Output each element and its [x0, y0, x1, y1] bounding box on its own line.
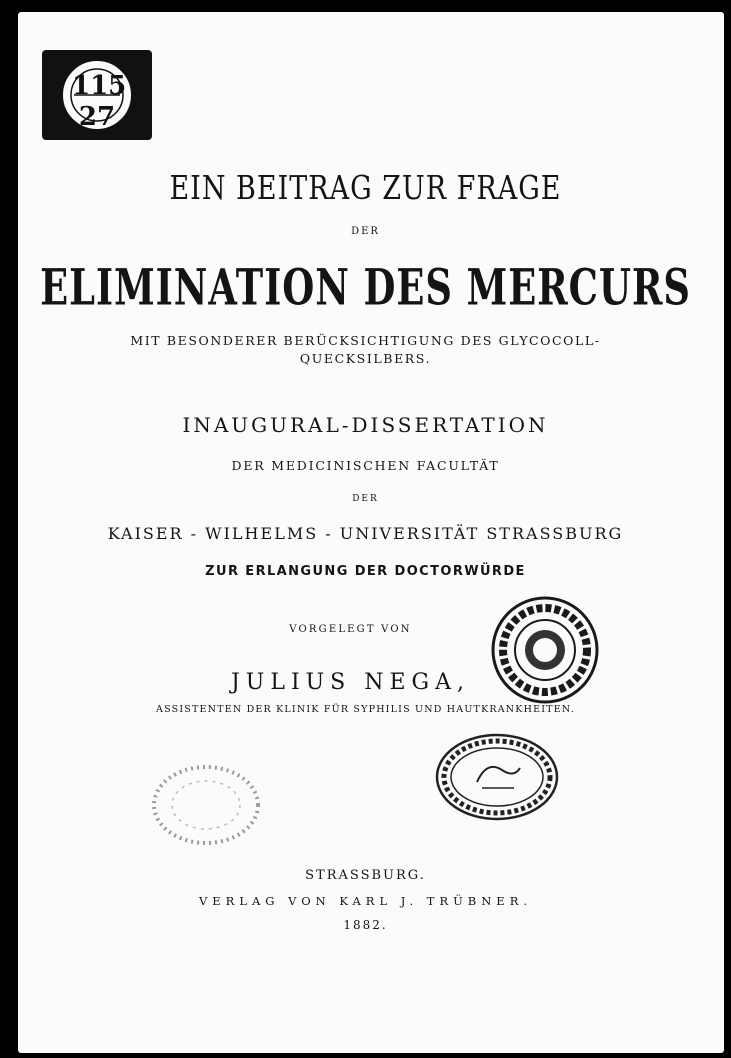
- shelf-number-top: 115: [72, 71, 127, 101]
- imprint-year: 1882.: [343, 918, 388, 932]
- title-line-der: DER: [351, 226, 380, 237]
- imprint-city: STRASSBURG.: [305, 868, 426, 883]
- main-title: ELIMINATION DES MERCURS: [40, 258, 691, 317]
- faculty-line: DER MEDICINISCHEN FACULTÄT: [231, 458, 500, 473]
- author-position: ASSISTENTEN DER KLINIK FÜR SYPHILIS UND HAUTKRANKHEITEN.: [156, 704, 575, 715]
- author-name: JULIUS NEGA,: [230, 670, 471, 695]
- dissertation-heading: INAUGURAL-DISSERTATION: [182, 413, 549, 437]
- imprint-publisher: VERLAG VON KARL J. TRÜBNER.: [198, 894, 533, 908]
- purpose-line: ZUR ERLANGUNG DER DOCTORWÜRDE: [205, 564, 526, 579]
- subtitle-line-2: QUECKSILBERS.: [299, 351, 432, 366]
- accademia-lincei-stamp: [432, 730, 562, 825]
- biblioteca-medica-stamp: [480, 590, 610, 720]
- university-line: KAISER - WILHELMS - UNIVERSITÄT STRASSBURG: [107, 524, 624, 543]
- presented-by: VORGELEGT VON: [289, 624, 412, 635]
- faded-stamp: [146, 760, 266, 850]
- der-line: DER: [352, 494, 379, 504]
- title-line-1: EIN BEITRAG ZUR FRAGE: [169, 170, 562, 208]
- shelf-number-bottom: 27: [78, 102, 116, 132]
- subtitle-line-1: MIT BESONDERER BERÜCKSICHTIGUNG DES GLYCOCOLL-: [130, 333, 601, 348]
